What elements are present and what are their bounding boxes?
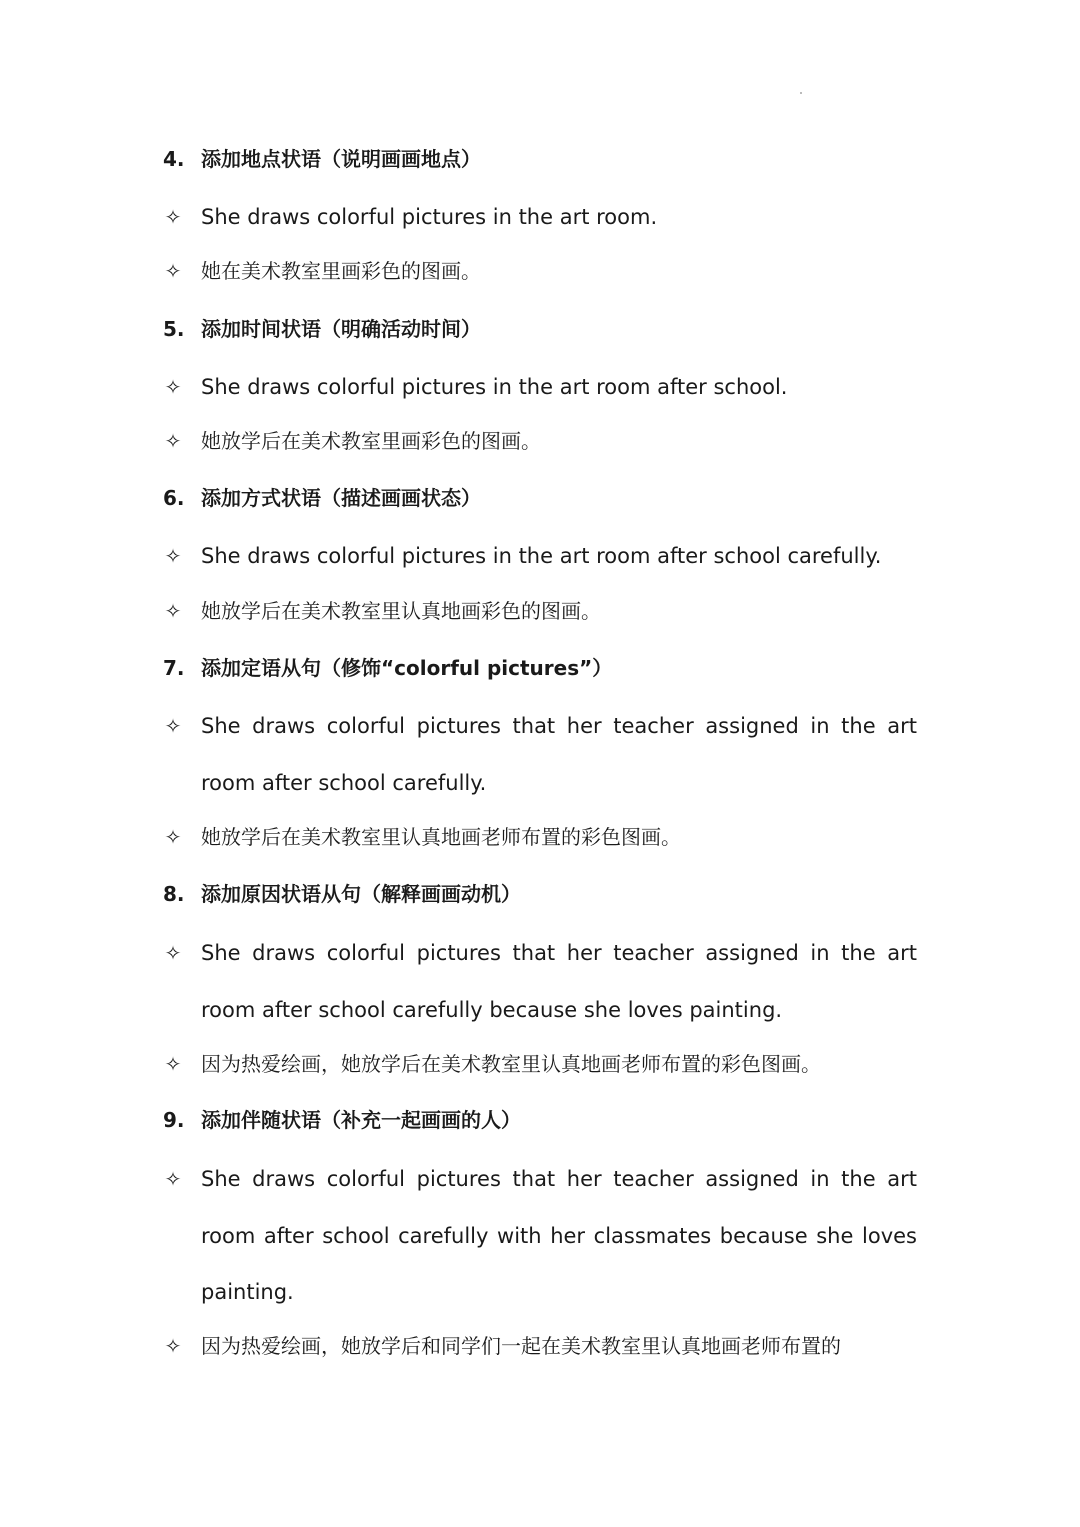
- sentence-en: She draws colorful pictures that her teacher assigned in the art room after school carefully.: [201, 714, 917, 795]
- section-title: 添加方式状语（描述画画状态）: [201, 486, 481, 510]
- section-title: 添加原因状语从句（解释画画动机）: [201, 882, 521, 906]
- section-heading-5: [0, 314, 1080, 344]
- sparkle-icon: ✧: [164, 1334, 182, 1358]
- sentence-zh: 她放学后在美术教室里认真地画老师布置的彩色图画。: [201, 825, 681, 849]
- sentence-zh: 因为热爱绘画，她放学后和同学们一起在美术教室里认真地画老师布置的: [201, 1334, 841, 1358]
- sparkle-icon: ✧: [164, 825, 182, 849]
- section-number: 5.: [163, 317, 185, 341]
- section-number: 4.: [163, 147, 185, 171]
- scan-speck: [800, 92, 802, 94]
- section-title: 添加伴随状语（补充一起画画的人）: [201, 1108, 521, 1132]
- section-heading-8: [0, 879, 1080, 909]
- sparkle-icon: ✧: [164, 1167, 182, 1191]
- section-heading-6: [0, 483, 1080, 513]
- sentence-en: She draws colorful pictures in the art room.: [201, 205, 658, 229]
- section-heading-7: [0, 653, 1080, 683]
- sparkle-icon: ✧: [164, 205, 182, 229]
- section-heading-4: [0, 144, 1080, 174]
- section-title: 添加定语从句（修饰“colorful pictures”）: [201, 656, 613, 680]
- sentence-en: She draws colorful pictures that her teacher assigned in the art room after school carefully because she loves painting.: [201, 941, 917, 1022]
- sentence-zh: 因为热爱绘画，她放学后在美术教室里认真地画老师布置的彩色图画。: [201, 1052, 821, 1076]
- sentence-en: She draws colorful pictures in the art room after school.: [201, 375, 788, 399]
- sparkle-icon: ✧: [164, 544, 182, 568]
- section-title: 添加地点状语（说明画画地点）: [201, 147, 481, 171]
- sparkle-icon: ✧: [164, 1052, 182, 1076]
- sentence-zh: 她放学后在美术教室里认真地画彩色的图画。: [201, 599, 601, 623]
- sparkle-icon: ✧: [164, 599, 182, 623]
- section-number: 7.: [163, 656, 185, 680]
- sentence-en: She draws colorful pictures in the art room after school carefully.: [201, 544, 882, 568]
- section-heading-9: [0, 1105, 1080, 1135]
- sentence-en: She draws colorful pictures that her teacher assigned in the art room after school carefully with her classmates because she loves painting.: [201, 1167, 917, 1304]
- sparkle-icon: ✧: [164, 375, 182, 399]
- section-title: 添加时间状语（明确活动时间）: [201, 317, 481, 341]
- sparkle-icon: ✧: [164, 714, 182, 738]
- sparkle-icon: ✧: [164, 259, 182, 283]
- sentence-zh: 她放学后在美术教室里画彩色的图画。: [201, 429, 541, 453]
- section-number: 9.: [163, 1108, 185, 1132]
- sparkle-icon: ✧: [164, 941, 182, 965]
- section-number: 8.: [163, 882, 185, 906]
- sentence-zh: 她在美术教室里画彩色的图画。: [201, 259, 481, 283]
- sparkle-icon: ✧: [164, 429, 182, 453]
- section-number: 6.: [163, 486, 185, 510]
